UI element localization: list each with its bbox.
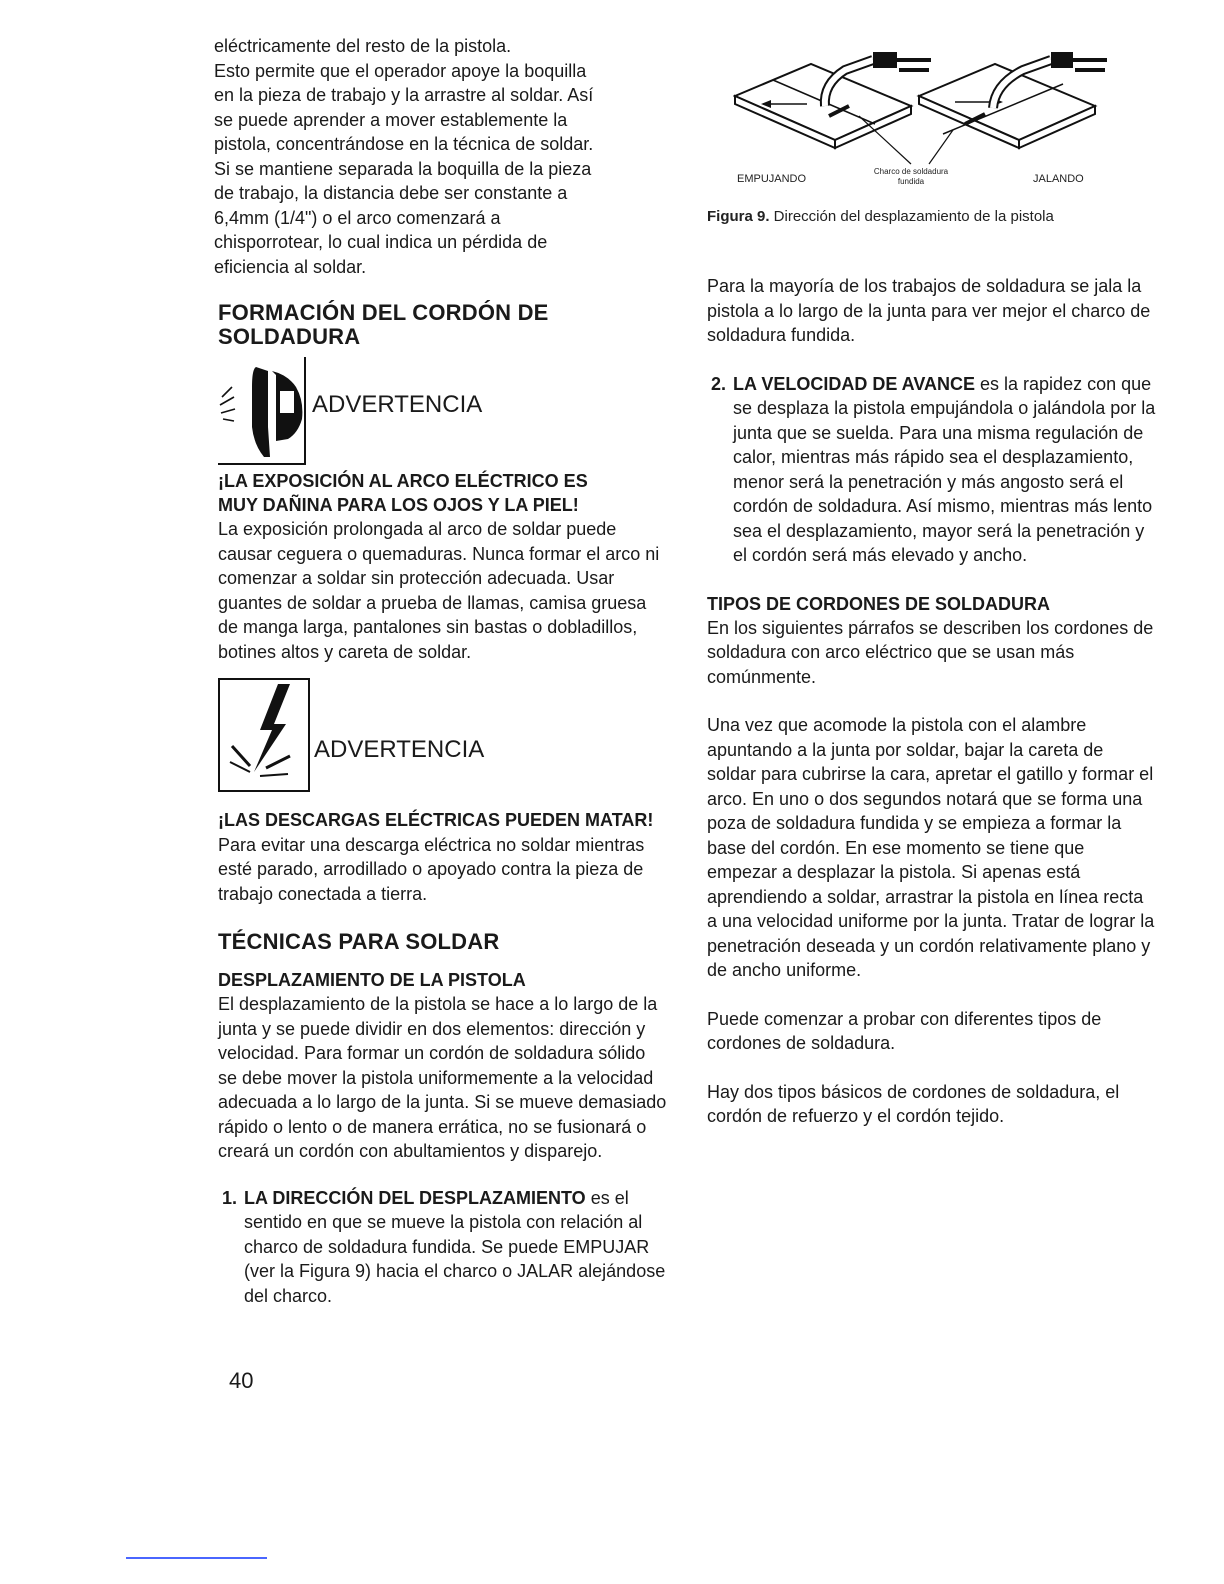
intro-line: se puede aprender a mover establemente la [214,109,568,130]
warning-heading-line: ¡LA EXPOSICIÓN AL ARCO ELÉCTRICO ES [218,471,588,491]
list-item-number: 1. [222,1187,238,1208]
intro-line: de trabajo, la distancia debe ser constante a [214,183,568,203]
figure-caption-number: Figura 9. [707,208,770,225]
intro-line: eléctricamente del resto de la pistola. [214,36,512,56]
section-title-line: FORMACIÓN DEL CORDÓN DE [218,300,549,325]
basic-types-paragraph: Hay dos tipos básicos de cordones de soldadura, el cordón de refuerzo y el cordón tejido. [707,1081,1120,1126]
intro-line: eficiencia al soldar. [214,256,367,277]
section-title-bead-formation [218,301,668,349]
section-title-techniques: TÉCNICAS PARA SOLDAR [218,929,500,954]
figure-label-push: EMPUJANDO [737,173,807,185]
figure-caption-text: Dirección del desplazamiento de la pistola [769,208,1054,225]
welding-direction-illustration [733,44,1113,194]
list-item-term: LA VELOCIDAD DE AVANCE [733,373,976,394]
warning-body-shock: Para evitar una descarga eléctrica no soldar mientras esté parado, arrodillado o apoyado contra la pieza de trabajo conectada a tierra. [218,834,645,904]
page-number: 40 [229,1368,254,1393]
list-item-body: es la rapidez con que se desplaza la pistola empujándola o jalándola por la junta que se suelda. Para una misma regulación de calor, mientras más rápido sea el desplazamiento, menor será la penetración y más angosto será el cordón de soldadura. Así mismo, mientras más lento sea el desplazamiento, mayor será la penetración y el cordón será más elevado y ancho. [733,373,1156,565]
list-item-term: LA DIRECCIÓN DEL DESPLAZAMIENTO [244,1187,586,1208]
warning-title: ADVERTENCIA [312,391,483,418]
figure-9 [733,44,1113,194]
electric-shock-icon [220,680,306,788]
left-column [214,34,668,1308]
footer-divider [126,1557,267,1559]
warning-heading-line: MUY DAÑINA PARA LOS OJOS Y LA PIEL! [218,495,579,515]
warning-title: ADVERTENCIA [314,736,485,763]
figure-label-puddle: Charco de soldadura [873,167,949,176]
intro-line: en la pieza de trabajo y la arrastre al soldar. Así [214,85,594,105]
list-item-text [244,1186,668,1309]
subsection-title-gun-travel: DESPLAZAMIENTO DE LA PISTOLA [218,970,526,990]
try-paragraph: Puede comenzar a probar con diferentes tipos de cordones de soldadura. [707,1008,1102,1053]
list-item-body: es el sentido en que se mueve la pistola con relación al charco de soldadura fundida. Se puede EMPUJAR (ver la Figura 9) hacia el charco o JALAR alejándose del charco. [244,1187,666,1306]
intro-line: 6,4mm (1/4") o el arco comenzará a [214,207,501,228]
section-title-line: SOLDADURA [218,324,361,349]
warning-text-shock [218,808,668,906]
figure-caption [707,208,1054,225]
warning-heading-shock: ¡LAS DESCARGAS ELÉCTRICAS PUEDEN MATAR! [218,810,654,830]
welding-helmet-icon [218,357,308,465]
warning-box-arc [218,355,668,467]
intro-line: chisporrotear, lo cual indica un pérdida de [214,232,548,252]
list-item-speed [707,372,1157,568]
figure-label-puddle-2: fundida [897,177,925,186]
intro-line: Si se mantiene separada la boquilla de la pieza [214,158,592,179]
list-item-direction [218,1186,668,1309]
warning-heading-arc [218,469,668,517]
intro-paragraph [214,34,668,279]
bead-types-paragraph: En los siguientes párrafos se describen los cordones de soldadura con arco eléctrico que se usan más comúnmente. [707,617,1154,687]
figure-label-pull: JALANDO [1033,173,1084,185]
list-item-text [733,372,1157,568]
intro-line: pistola, concentrándose en la técnica de soldar. [214,134,594,154]
technique-paragraph: Una vez que acomode la pistola con el alambre apuntando a la junta por soldar, bajar la careta de soldar para cubrirse la cara, apretar el gatillo y formar el arco. En uno o dos segundos notará que se forma una poza de soldadura fundida y se empieza a formar la base del cordón. En ese momento se tiene que empezar a desplazar la pistola. Si apenas está aprendiendo a soldar, arrastrar la pistola en línea recta a una velocidad uniforme por la junta. Tratar de lograr la penetración deseada y un cordón relativamente plano y de ancho uniforme. [707,715,1155,980]
right-column [707,274,1157,1129]
list-item-number: 2. [711,373,727,394]
warning-box-shock [218,678,668,794]
intro-line: Esto permite que el operador apoye la boquilla [214,60,587,81]
gun-travel-paragraph: El desplazamiento de la pistola se hace a lo largo de la junta y se puede dividir en dos elementos: dirección y velocidad. Para formar un cordón de soldadura sólido se debe mover la pistola uniformemente a la velocidad adecuada a lo largo de la junta. Si se mueve demasiado rápido o lento o de manera errática, no se fusionará o creará un cordón con abultamientos y disparejo. [218,994,667,1161]
warning-text-arc: La exposición prolongada al arco de soldar puede causar ceguera o quemaduras. Nunca formar el arco ni comenzar a soldar sin protección adecuada. Usar guantes de soldar a prueba de llamas, camisa gruesa de manga larga, pantalones sin bastas o dobladillos, botines altos y careta de soldar. [218,519,660,662]
subsection-title-bead-types: TIPOS DE CORDONES DE SOLDADURA [707,593,1051,614]
pull-paragraph: Para la mayoría de los trabajos de soldadura se jala la pistola a lo largo de la junta para ver mejor el charco de soldadura fundida. [707,276,1151,345]
